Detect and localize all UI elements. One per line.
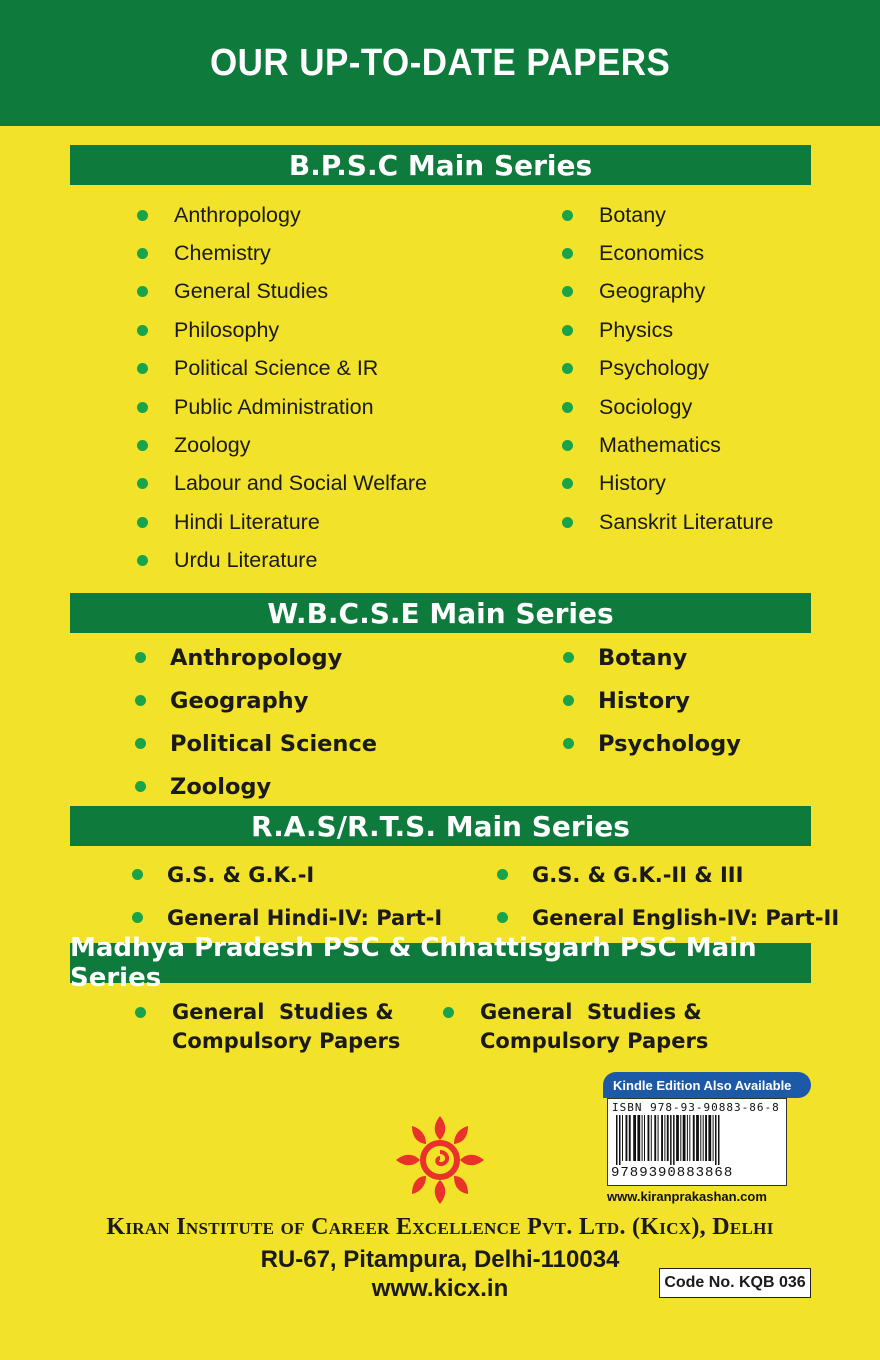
bpsc-series-heading: B.P.S.C Main Series [70,145,811,185]
wbcse-right-list [563,636,741,765]
list-item-label: History [598,687,690,714]
barcode-bar [619,1115,621,1165]
list-item [562,196,773,234]
mp-item-line2: Compulsory Papers [480,1029,709,1053]
list-item [562,311,773,349]
list-item [562,350,773,388]
list-item-label: Urdu Literature [174,548,318,573]
mp-item-line1: General Studies & [480,1000,702,1024]
list-item [563,636,741,679]
barcode-bar [622,1115,623,1161]
barcode-bar [687,1115,688,1161]
list-item [137,465,427,503]
list-item-label: General Hindi-IV: Part-I [167,905,443,930]
barcode-bar [633,1115,636,1161]
barcode-bar [637,1115,640,1161]
barcode-bar [654,1115,656,1161]
barcode-bar [629,1115,631,1161]
list-item-label: Sociology [599,394,693,419]
barcode-bar [664,1115,665,1161]
bullet-icon [137,248,148,259]
list-item-label: Political Science & IR [174,356,379,381]
company-address: RU-67, Pitampura, Delhi-110034 [260,1246,620,1273]
list-item-label: Chemistry [174,241,271,266]
bullet-icon [562,286,573,297]
list-item-label: History [599,471,666,496]
bullet-icon [562,478,573,489]
barcode-bar [680,1115,681,1161]
list-item [562,234,773,272]
list-item [137,426,427,464]
barcode-bar [683,1115,686,1161]
list-item-label: Zoology [170,773,272,800]
list-item-label: Mathematics [599,433,721,458]
list-item-label: General English-IV: Part-II [532,905,840,930]
bullet-icon [562,363,573,374]
barcode-bar [705,1115,707,1161]
bullet-icon [563,695,574,706]
list-item-label: General Studies [174,279,329,304]
page-title: OUR UP-TO-DATE PAPERS [209,41,671,84]
list-item [137,196,427,234]
mp-item-line1: General Studies & [172,1000,394,1024]
list-item-label: Political Science [170,730,378,757]
wbcse-series-heading: W.B.C.S.E Main Series [70,593,811,633]
list-item [562,426,773,464]
bullet-icon [137,210,148,221]
list-item [135,679,377,722]
bullet-icon [137,325,148,336]
list-item-label: Geography [170,687,309,714]
bullet-icon [562,402,573,413]
list-item-label: Philosophy [174,317,280,342]
code-number-box: Code No. KQB 036 [659,1268,811,1298]
bullet-icon [563,738,574,749]
company-name-text: Kiran Institute of Career Excellence Pvt. Ltd. (Kicx), Delhi [106,1214,774,1240]
barcode-icon [614,1115,780,1165]
company-website: www.kicx.in [371,1275,509,1302]
bullet-icon [562,248,573,259]
barcode-bar [616,1115,618,1165]
bullet-icon [137,363,148,374]
ras-right-list [497,853,839,939]
barcode-bar [713,1115,714,1161]
barcode [607,1098,787,1186]
barcode-bar [648,1115,650,1161]
barcode-bar [676,1115,679,1161]
list-item-label: G.S. & G.K.-II & III [532,862,744,887]
barcode-bar [626,1115,628,1161]
bpsc-right-list [562,196,773,542]
bullet-icon [137,478,148,489]
list-item [562,388,773,426]
list-item [132,853,442,896]
list-item-label: Psychology [598,730,741,757]
bullet-icon [443,1007,454,1018]
barcode-bar [667,1115,669,1161]
list-item-label: Anthropology [170,644,343,671]
bullet-icon [562,210,573,221]
list-item-label: Economics [599,241,705,266]
isbn-text: ISBN 978-93-90883-86-8 [612,1101,780,1114]
bpsc-left-list [137,196,427,580]
barcode-bar [670,1115,672,1165]
barcode-bar [708,1115,711,1161]
bullet-icon [497,912,508,923]
barcode-bar [689,1115,690,1161]
barcode-bar [703,1115,704,1161]
list-item-label: Botany [599,202,666,227]
bullet-icon [135,781,146,792]
list-item [562,503,773,541]
list-item [137,350,427,388]
list-item [137,503,427,541]
bullet-icon [563,652,574,663]
list-item-label: Botany [598,644,688,671]
bullet-icon [137,517,148,528]
list-item [563,722,741,765]
list-item [137,542,427,580]
barcode-bar [644,1115,645,1161]
list-item [562,465,773,503]
barcode-bar [718,1115,720,1165]
mp-item-line2: Compulsory Papers [172,1029,401,1053]
bullet-icon [132,912,143,923]
mp-cg-series-heading: Madhya Pradesh PSC & Chhattisgarh PSC Main Series [70,943,811,983]
publisher-website: www.kiranprakashan.com [607,1189,767,1204]
list-item-label: Psychology [599,356,709,381]
list-item-label: G.S. & G.K.-I [167,862,315,887]
list-item-label: Sanskrit Literature [599,509,774,534]
bullet-icon [135,652,146,663]
bullet-icon [135,1007,146,1018]
list-item [497,853,839,896]
bullet-icon [135,695,146,706]
list-item-label: Geography [599,279,706,304]
list-item [137,234,427,272]
barcode-bar [693,1115,695,1161]
barcode-bar [696,1115,699,1161]
sun-logo-icon [388,1108,492,1212]
barcode-bar [673,1115,675,1165]
bullet-icon [137,402,148,413]
bullet-icon [135,738,146,749]
bullet-icon [137,555,148,566]
bullet-icon [562,325,573,336]
bullet-icon [497,869,508,880]
list-item [137,311,427,349]
wbcse-left-list [135,636,377,808]
list-item-label: Hindi Literature [174,509,320,534]
list-item [137,388,427,426]
barcode-bar [642,1115,643,1161]
barcode-bar [658,1115,659,1161]
list-item-label: Anthropology [174,202,301,227]
barcode-bar [661,1115,663,1161]
list-item-label: Zoology [174,433,251,458]
bullet-icon [137,286,148,297]
list-item-label: Physics [599,317,674,342]
list-item [562,273,773,311]
barcode-bar [715,1115,717,1165]
barcode-bar [651,1115,652,1161]
barcode-bar [700,1115,701,1161]
list-item [135,636,377,679]
mp-list-item [135,998,400,1056]
list-item [137,273,427,311]
ras-left-list [132,853,442,939]
barcode-number: 9789390883868 [611,1165,734,1181]
list-item-label: Public Administration [174,394,374,419]
list-item-label: Labour and Social Welfare [174,471,427,496]
list-item [563,679,741,722]
bullet-icon [132,869,143,880]
mp-list-item [443,998,708,1056]
list-item [135,765,377,808]
ras-series-heading: R.A.S/R.T.S. Main Series [70,806,811,846]
list-item [135,722,377,765]
bullet-icon [562,517,573,528]
bullet-icon [137,440,148,451]
company-name [0,1214,880,1241]
kindle-edition-badge: Kindle Edition Also Available [603,1072,811,1098]
header-bar [0,0,880,126]
bullet-icon [562,440,573,451]
